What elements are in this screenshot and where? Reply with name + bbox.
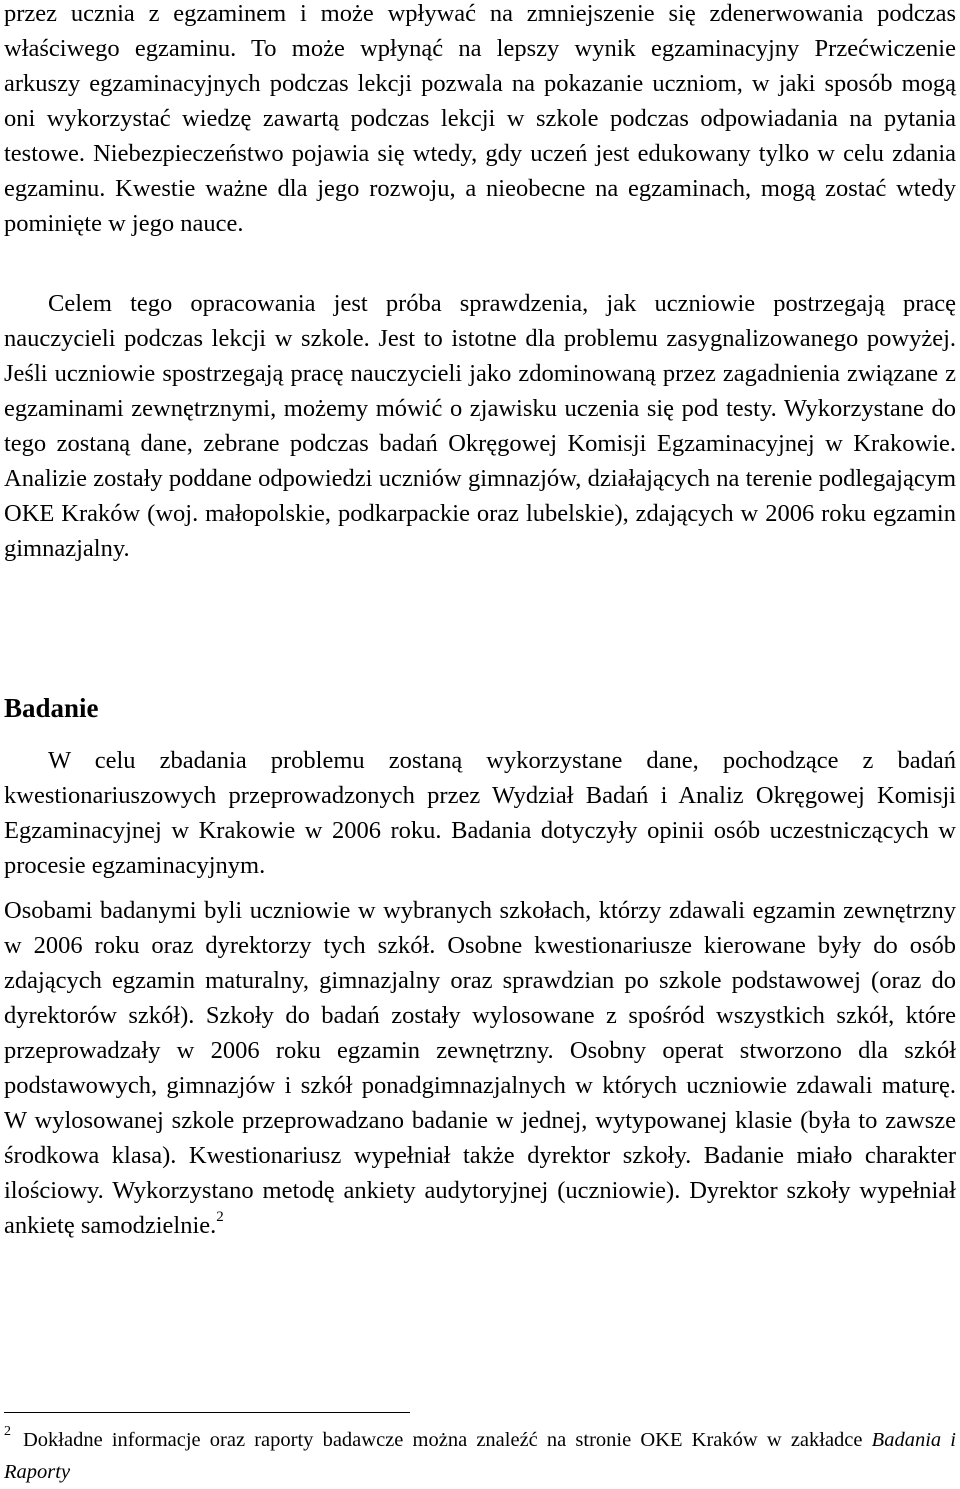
body-paragraph: W celu zbadania problemu zostaną wykorzystane dane, pochodzące z badań kwestionariuszowych przeprowadzonych przez Wydział Badań i Analiz Okręgowej Komisji Egzaminacyjnej w Krakowie w 2006 roku. Badania dotyczyły opinii osób uczestniczących w procesie egzaminacyjnym. bbox=[4, 747, 956, 879]
footnote-reference: 2 bbox=[216, 1209, 224, 1225]
footnote bbox=[4, 1424, 956, 1488]
body-paragraph: przez ucznia z egzaminem i może wpływać na zmniejszenie się zdenerwowania podczas właściwego egzaminu. To może wpłynąć na lepszy wynik egzaminacyjny Przećwiczenie arkuszy egzaminacyjnych podczas lekcji pozwala na pokazanie uczniom, w jaki sposób mogą oni wykorzystać wiedzę zawartą podczas lekcji w szkole podczas odpowiadania na pytania testowe. Niebezpieczeństwo pojawia się wtedy, gdy uczeń jest edukowany tylko w celu zdania egzaminu. Kwestie ważne dla jego rozwoju, a nieobecne na egzaminach, mogą zostać wtedy pominięte w jego nauce. bbox=[4, 0, 956, 237]
footnote-separator bbox=[4, 1412, 410, 1413]
footnote-text: Dokładne informacje oraz raporty badawcze można znaleźć na stronie OKE Kraków w zakładce bbox=[23, 1429, 863, 1451]
body-paragraph bbox=[4, 893, 956, 1243]
body-paragraph-text: Osobami badanymi byli uczniowie w wybranych szkołach, którzy zdawali egzamin zewnętrzny w 2006 roku oraz dyrektorzy tych szkół. Osobne kwestionariusze kierowane były do osób zdających egzamin maturalny, gimnazjalny oraz sprawdzian po szkole podstawowej (oraz do dyrektorów szkół). Szkoły do badań zostały wylosowane z spośród wszystkich szkół, które przeprowadzały w 2006 roku egzamin zewnętrzny. Osobny operat stworzono dla szkół podstawowych, gimnazjów i szkół ponadgimnazjalnych w których uczniowie zdawali maturę. W wylosowanej szkole przeprowadzano badanie w jednej, wytypowanej klasie (była to zawsze środkowa klasa). Kwestionariusz wypełniał także dyrektor szkoły. Badanie miało charakter ilościowy. Wykorzystano metodę ankiety audytoryjnej (uczniowie). Dyrektor szkoły wypełniał ankietę samodzielnie. bbox=[4, 897, 956, 1239]
section-heading: Badanie bbox=[4, 693, 99, 723]
footnote-marker: 2 bbox=[4, 1424, 11, 1439]
footnote-italic-text: Badania i Raporty bbox=[4, 1429, 956, 1483]
body-paragraph: Celem tego opracowania jest próba sprawdzenia, jak uczniowie postrzegają pracę nauczycieli podczas lekcji w szkole. Jest to istotne dla problemu zasygnalizowanego powyżej. Jeśli uczniowie spostrzegają pracę nauczycieli jako zdominowaną przez zagadnienia związane z egzaminami zewnętrznymi, możemy mówić o zjawisku uczenia się pod testy. Wykorzystane do tego zostaną dane, zebrane podczas badań Okręgowej Komisji Egzaminacyjnej w Krakowie. Analizie zostały poddane odpowiedzi uczniów gimnazjów, działających na terenie podlegającym OKE Kraków (woj. małopolskie, podkarpackie oraz lubelskie), zdających w 2006 roku egzamin gimnazjalny. bbox=[4, 290, 956, 562]
